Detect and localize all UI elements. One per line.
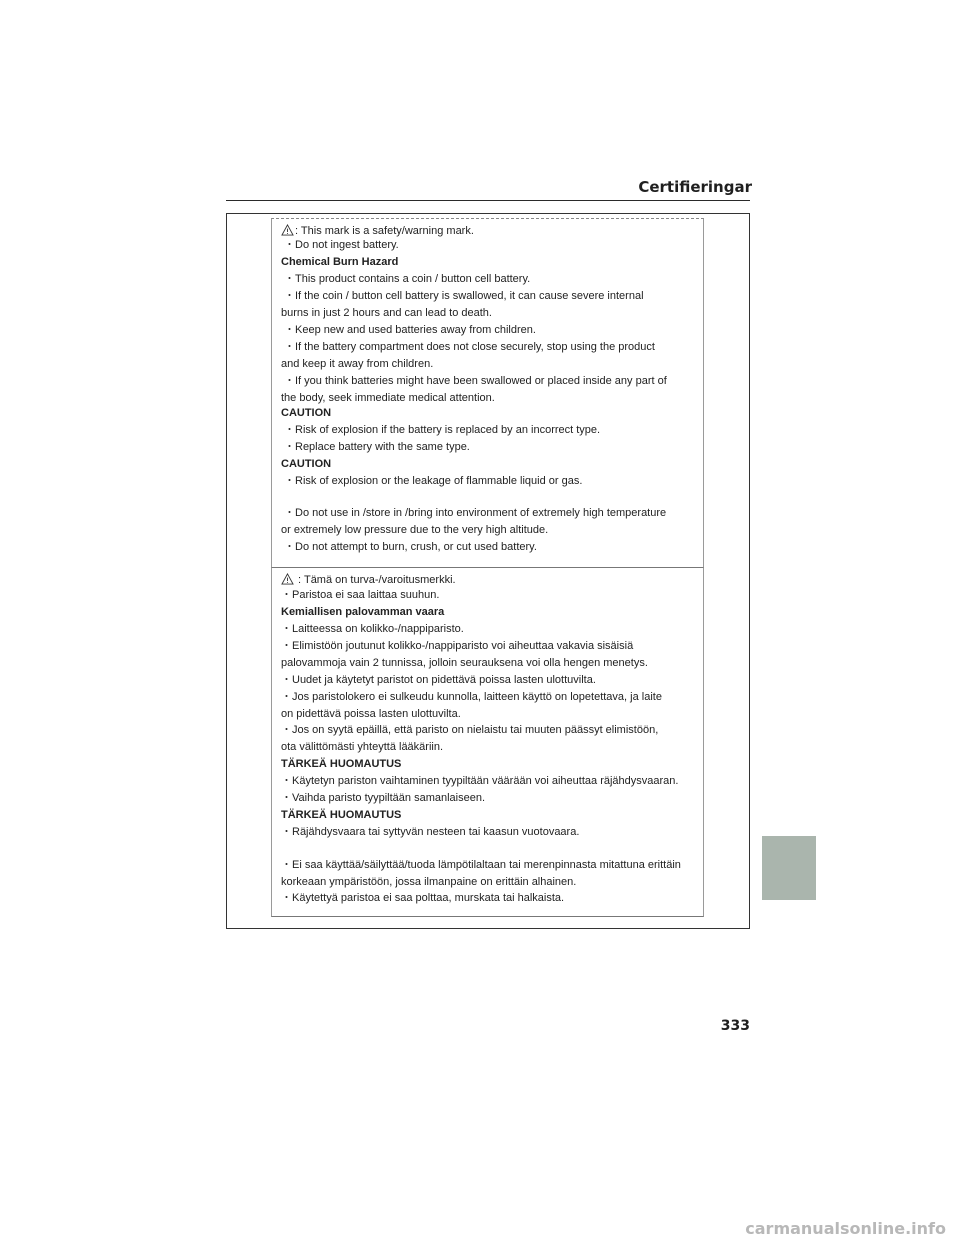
english-warning-mark-line bbox=[281, 222, 474, 238]
page-header-title: Certifieringar bbox=[638, 178, 752, 196]
finnish-line: ・Jos on syytä epäillä, että paristo on nielaistu tai muuten päässyt elimistöön, bbox=[281, 724, 659, 736]
english-line: ・Risk of explosion if the battery is replaced by an incorrect type. bbox=[284, 424, 601, 436]
finnish-line: ・Käytetyn pariston vaihtaminen tyypiltään väärään voi aiheuttaa räjähdysvaaran. bbox=[281, 775, 679, 787]
section-tab bbox=[762, 836, 816, 900]
english-line: ・Replace battery with the same type. bbox=[284, 441, 470, 453]
warning-triangle-icon bbox=[281, 573, 294, 585]
finnish-line: ・Räjähdysvaara tai syttyvän nesteen tai kaasun vuotovaara. bbox=[281, 826, 580, 838]
english-line: ・This product contains a coin / button cell battery. bbox=[284, 273, 531, 285]
english-line: or extremely low pressure due to the very high altitude. bbox=[281, 524, 549, 536]
page-number: 333 bbox=[720, 1018, 750, 1034]
warning-triangle-icon bbox=[281, 224, 294, 236]
finnish-line: ・Paristoa ei saa laittaa suuhun. bbox=[281, 589, 440, 601]
english-line: ・If the coin / button cell battery is swallowed, it can cause severe internal bbox=[284, 290, 644, 302]
finnish-warning-mark-text: : Tämä on turva-/varoitusmerkki. bbox=[295, 574, 456, 586]
finnish-heading-important: TÄRKEÄ HUOMAUTUS bbox=[281, 809, 402, 821]
finnish-line: ・Käytettyä paristoa ei saa polttaa, murskata tai halkaista. bbox=[281, 892, 565, 904]
finnish-heading-chemical-burn: Kemiallisen palovamman vaara bbox=[281, 606, 445, 618]
finnish-line: ・Jos paristolokero ei sulkeudu kunnolla, laitteen käyttö on lopetettava, ja laite bbox=[281, 691, 662, 703]
watermark-text: carmanualsonline.info bbox=[745, 1219, 946, 1238]
english-line: ・If the battery compartment does not close securely, stop using the product bbox=[284, 341, 655, 353]
finnish-line: on pidettävä poissa lasten ulottuvilta. bbox=[281, 708, 461, 720]
finnish-warning-mark-line bbox=[281, 571, 456, 587]
finnish-line: ・Vaihda paristo tyypiltään samanlaiseen. bbox=[281, 792, 486, 804]
english-line: the body, seek immediate medical attention. bbox=[281, 392, 495, 404]
finnish-line: ・Uudet ja käytetyt paristot on pidettävä poissa lasten ulottuvilta. bbox=[281, 674, 596, 686]
finnish-line: korkeaan ympäristöön, jossa ilmanpaine on erittäin alhainen. bbox=[281, 876, 577, 888]
finnish-line: ・Laitteessa on kolikko-/nappiparisto. bbox=[281, 623, 464, 635]
english-line: ・Do not use in /store in /bring into environment of extremely high temperature bbox=[284, 507, 667, 519]
english-line: ・If you think batteries might have been swallowed or placed inside any part of bbox=[284, 375, 667, 387]
english-line: burns in just 2 hours and can lead to death. bbox=[281, 307, 492, 319]
english-heading-chemical-burn: Chemical Burn Hazard bbox=[281, 256, 399, 268]
english-line: ・Risk of explosion or the leakage of flammable liquid or gas. bbox=[284, 475, 583, 487]
english-heading-caution: CAUTION bbox=[281, 407, 332, 419]
english-line: ・Do not ingest battery. bbox=[284, 239, 399, 251]
finnish-line: ・Elimistöön joutunut kolikko-/nappiparisto voi aiheuttaa vakavia sisäisiä bbox=[281, 640, 634, 652]
english-line: ・Do not attempt to burn, crush, or cut used battery. bbox=[284, 541, 537, 553]
finnish-heading-important: TÄRKEÄ HUOMAUTUS bbox=[281, 758, 402, 770]
header-rule bbox=[226, 200, 750, 201]
english-warning-mark-text: : This mark is a safety/warning mark. bbox=[295, 225, 474, 237]
finnish-line: ・Ei saa käyttää/säilyttää/tuoda lämpötilaltaan tai merenpinnasta mitattuna erittäin bbox=[281, 859, 681, 871]
finnish-line: palovammoja vain 2 tunnissa, jolloin seurauksena voi olla hengen menetys. bbox=[281, 657, 648, 669]
english-line: and keep it away from children. bbox=[281, 358, 434, 370]
finnish-line: ota välittömästi yhteyttä lääkäriin. bbox=[281, 741, 444, 753]
english-line: ・Keep new and used batteries away from children. bbox=[284, 324, 536, 336]
english-heading-caution: CAUTION bbox=[281, 458, 332, 470]
